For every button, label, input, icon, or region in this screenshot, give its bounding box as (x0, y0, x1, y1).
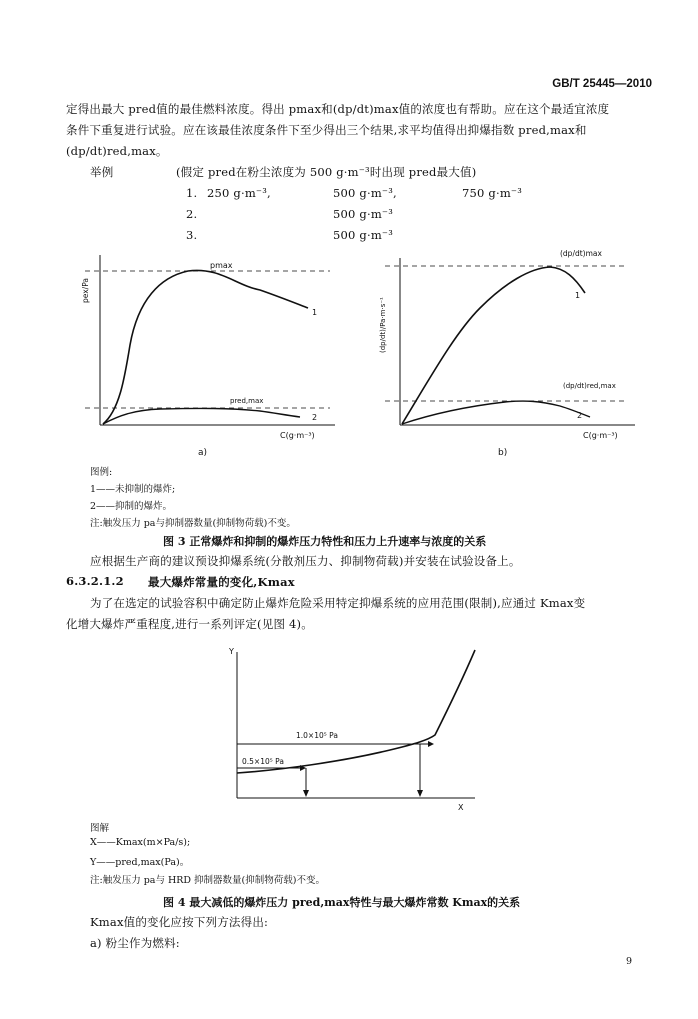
fig4-arrowhead-high (428, 741, 434, 747)
example-row-1-c: 750 g·m⁻³ (462, 186, 523, 200)
example-row-1-a: 250 g·m⁻³, (207, 186, 271, 200)
list-item-a: a) 粉尘作为燃料: (90, 936, 180, 950)
example-row-1-num: 1. (186, 186, 198, 200)
fig4-high-label: 1.0×10⁵ Pa (296, 731, 338, 740)
fig3-legend-1: 1——未抑制的爆炸; (90, 484, 176, 495)
fig3b-curve-1 (402, 267, 585, 424)
intro-line-2: 条件下重复进行试验。应在该最佳浓度条件下至少得出三个结果,求平均值得出抑爆指数 pred,max和 (66, 123, 587, 137)
fig4-drop-low-head (303, 790, 309, 797)
fig3a-curve-2 (103, 408, 300, 424)
fig3b-x-label: C(g·m⁻³) (583, 431, 618, 440)
fig3a-curve-1-label: 1 (312, 308, 318, 317)
fig3b-curve-1-label: 1 (575, 291, 581, 300)
fig3b-low-label: (dp/dt)red,max (563, 382, 616, 390)
fig3-legend-2: 2——抑制的爆炸。 (90, 501, 173, 512)
example-row-2-num: 2. (186, 207, 198, 221)
fig4-low-label: 0.5×10⁵ Pa (242, 757, 284, 766)
fig3b-y-label: (dp/dt)/Pa·m·s⁻¹ (379, 297, 387, 353)
fig4-legend-y: Y——pred,max(Pa)。 (90, 857, 190, 868)
figure-4-plot (220, 640, 490, 815)
section-number: 6.3.2.1.2 (66, 574, 124, 588)
fig3a-curve-2-label: 2 (312, 413, 318, 422)
example-row-3-num: 3. (186, 228, 198, 242)
figure-3-caption: 图 3 正常爆炸和抑制的爆炸压力特性和压力上升速率与浓度的关系 (163, 535, 487, 548)
fig4-legend-x: X——Kmax(m×Pa/s); (90, 837, 191, 848)
figure-4-caption: 图 4 最大减低的爆炸压力 pred,max特性与最大爆炸常数 Kmax的关系 (163, 896, 521, 909)
example-label: 举例 (90, 165, 114, 179)
fig3a-low-label: pred,max (230, 397, 264, 405)
para-install: 应根据生产商的建议预设抑爆系统(分散剂压力、抑制物荷载)并安装在试验设备上。 (90, 554, 521, 568)
fig3a-sublabel: a) (198, 448, 208, 458)
para-kmax-line-2: 化增大爆炸严重程度,进行一系列评定(见图 4)。 (66, 617, 313, 631)
fig4-y-label: Y (229, 647, 234, 656)
fig4-legend-note: 注:触发压力 pa与 HRD 抑制器数量(抑制物荷载)不变。 (90, 875, 325, 886)
example-note: (假定 pred在粉尘浓度为 500 g·m⁻³时出现 pred最大值) (176, 165, 477, 179)
fig3-legend-note: 注:触发压力 pa与抑制器数量(抑制物荷载)不变。 (90, 518, 296, 529)
figure-3b-plot (355, 238, 645, 460)
fig4-legend-title: 图解 (90, 823, 110, 834)
fig4-x-label: X (458, 803, 464, 812)
fig3a-curve-1 (103, 270, 308, 424)
figure-3a-plot (60, 245, 340, 460)
example-row-1-b: 500 g·m⁻³, (333, 186, 397, 200)
page-number: 9 (625, 956, 632, 967)
example-row-3-b: 500 g·m⁻³ (333, 228, 394, 242)
fig4-drop-high-head (417, 790, 423, 797)
intro-line-1: 定得出最大 pred值的最佳燃料浓度。得出 pmax和(dp/dt)max值的浓度也有帮助。应在这个最适宜浓度 (66, 102, 610, 116)
intro-line-3: (dp/dt)red,max。 (66, 144, 168, 158)
fig4-curve (237, 650, 475, 773)
fig3a-peak-label: pmax (210, 261, 233, 270)
fig3a-y-label: pex/Pa (81, 278, 90, 303)
para-method: Kmax值的变化应按下列方法得出: (90, 915, 269, 929)
section-title: 最大爆炸常量的变化,Kmax (148, 575, 295, 589)
fig3a-x-label: C(g·m⁻³) (280, 431, 315, 440)
fig3b-curve-2-label: 2 (577, 411, 583, 420)
para-kmax-line-1: 为了在选定的试验容积中确定防止爆炸危险采用特定抑爆系统的应用范围(限制),应通过 Kmax变 (90, 596, 586, 610)
document-code: GB/T 25445—2010 (552, 78, 652, 90)
fig3b-curve-2 (402, 401, 590, 424)
fig3b-sublabel: b) (498, 448, 508, 458)
fig3-legend-title: 图例: (90, 467, 113, 478)
example-row-2-b: 500 g·m⁻³ (333, 207, 394, 221)
fig3b-peak-label: (dp/dt)max (560, 249, 602, 258)
